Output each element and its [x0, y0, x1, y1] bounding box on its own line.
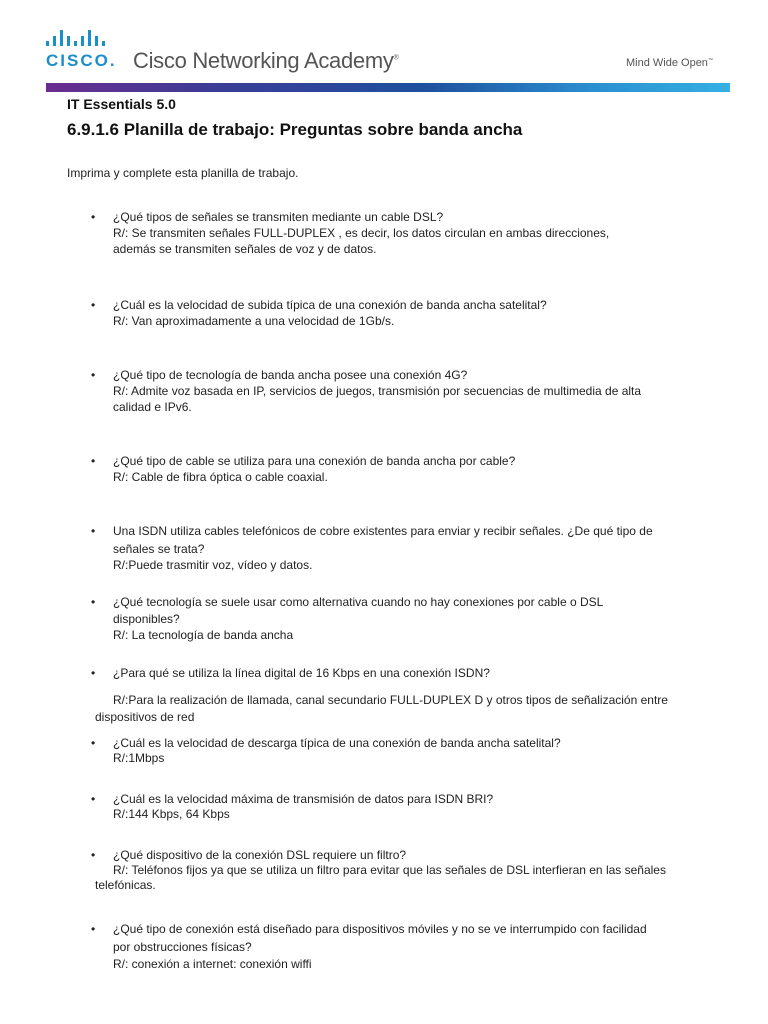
bullet-icon: • — [91, 848, 96, 862]
answer-text: R/: conexión a internet: conexión wiffi — [113, 957, 312, 971]
bullet-icon: • — [91, 922, 96, 936]
question-text: disponibles? — [113, 612, 180, 626]
bullet-icon: • — [91, 298, 96, 312]
header-gradient-band — [46, 83, 730, 92]
question-text: ¿Cuál es la velocidad de descarga típica de una conexión de banda ancha satelital? — [113, 736, 561, 750]
instructions: Imprima y complete esta planilla de trabajo. — [67, 166, 299, 180]
answer-text: R/:1Mbps — [113, 751, 165, 765]
question-text: ¿Qué tipos de señales se transmiten mediante un cable DSL? — [113, 210, 444, 224]
question-text: ¿Cuál es la velocidad máxima de transmisión de datos para ISDN BRI? — [113, 792, 494, 806]
answer-text: R/: Cable de fibra óptica o cable coaxial. — [113, 470, 328, 484]
answer-text: R/:144 Kbps, 64 Kbps — [113, 807, 230, 821]
question-text: Una ISDN utiliza cables telefónicos de cobre existentes para enviar y recibir señales. ¿De qué tipo de — [113, 524, 653, 538]
question-text: señales se trata? — [113, 542, 205, 556]
question-text: ¿Para qué se utiliza la línea digital de 16 Kbps en una conexión ISDN? — [113, 666, 490, 680]
answer-text: R/: Teléfonos fijos ya que se utiliza un filtro para evitar que las señales de DSL interfieran en las señales — [113, 863, 666, 877]
cisco-logo-text: CISCO. — [46, 51, 117, 70]
answer-text: R/: Van aproximadamente a una velocidad de 1Gb/s. — [113, 314, 395, 328]
page-title: 6.9.1.6 Planilla de trabajo: Preguntas sobre banda ancha — [67, 120, 523, 139]
answer-text: además se transmiten señales de voz y de datos. — [113, 242, 377, 256]
bullet-icon: • — [91, 792, 96, 806]
tagline: Mind Wide Open™ — [626, 57, 713, 69]
bullet-icon: • — [91, 666, 96, 680]
academy-name: Cisco Networking Academy® — [133, 48, 399, 73]
academy-name-text: Cisco Networking Academy — [133, 48, 394, 73]
answer-text: R/:Para la realización de llamada, canal secundario FULL-DUPLEX D y otros tipos de señalización entre — [113, 693, 668, 707]
answer-text: R/: Se transmiten señales FULL-DUPLEX , es decir, los datos circulan en ambas direcciones, — [113, 226, 610, 240]
question-text: ¿Qué tipo de conexión está diseñado para dispositivos móviles y no se ve interrumpido con facilidad — [113, 922, 647, 936]
cisco-logo-bars-icon — [46, 30, 112, 48]
question-text: ¿Cuál es la velocidad de subida típica de una conexión de banda ancha satelital? — [113, 298, 547, 312]
bullet-icon: • — [91, 524, 96, 538]
answer-text: R/:Puede trasmitir voz, vídeo y datos. — [113, 558, 313, 572]
course-name: IT Essentials 5.0 — [67, 96, 176, 112]
answer-text: dispositivos de red — [95, 710, 195, 724]
bullet-icon: • — [91, 210, 96, 224]
bullet-icon: • — [91, 736, 96, 750]
answer-text: R/: La tecnología de banda ancha — [113, 628, 294, 642]
answer-text: telefónicas. — [95, 878, 156, 892]
bullet-icon: • — [91, 454, 96, 468]
question-text: por obstrucciones físicas? — [113, 940, 252, 954]
answer-text: R/: Admite voz basada en IP, servicios de juegos, transmisión por secuencias de multimedia de alta — [113, 384, 642, 398]
question-text: ¿Qué tipo de tecnología de banda ancha posee una conexión 4G? — [113, 368, 468, 382]
question-text: ¿Qué tipo de cable se utiliza para una conexión de banda ancha por cable? — [113, 454, 516, 468]
answer-text: calidad e IPv6. — [113, 400, 192, 414]
tagline-text: Mind Wide Open — [626, 57, 708, 69]
question-text: ¿Qué tecnología se suele usar como alternativa cuando no hay conexiones por cable o DSL — [113, 595, 604, 609]
bullet-icon: • — [91, 595, 96, 609]
bullet-icon: • — [91, 368, 96, 382]
question-text: ¿Qué dispositivo de la conexión DSL requiere un filtro? — [113, 848, 407, 862]
